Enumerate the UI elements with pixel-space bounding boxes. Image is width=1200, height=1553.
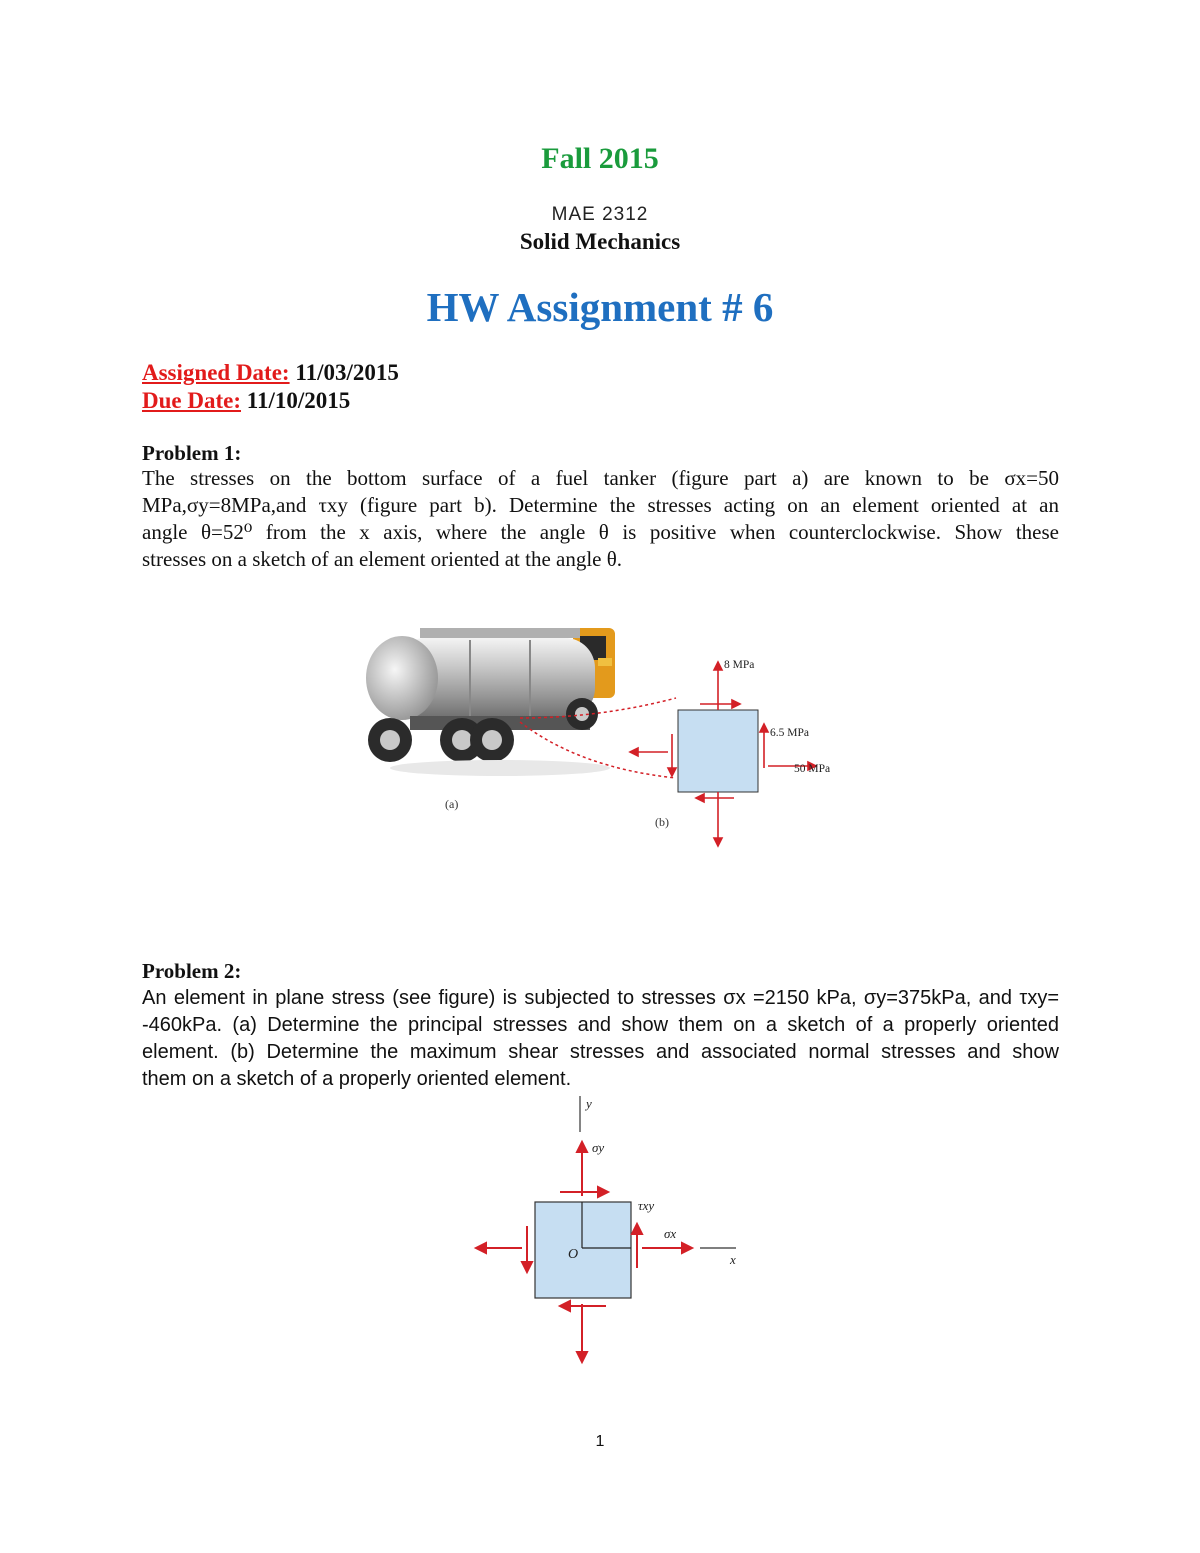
due-date-value: 11/10/2015: [246, 388, 351, 413]
problem-1-line: angle θ=52⁰ from the x axis, where the angle θ is positive when counterclockwise. Show these: [142, 520, 1059, 544]
plane-stress-element: [535, 1202, 631, 1298]
stress-x-label: 50 MPa: [794, 763, 831, 775]
y-axis-label: y: [586, 1096, 592, 1111]
semester-heading: Fall 2015: [541, 142, 659, 175]
x-axis-label: x: [730, 1252, 736, 1267]
problem-2-line: An element in plane stress (see figure) is subjected to stresses σx =2150 kPa, σy=375kPa, and τxy=: [142, 987, 1059, 1009]
assigned-date-row: [142, 360, 399, 386]
problem-2-text: [142, 985, 1059, 1093]
course-name: Solid Mechanics: [519, 229, 681, 254]
figure-plane-stress: [460, 1092, 760, 1372]
assigned-date-value: 11/03/2015: [295, 360, 399, 385]
due-date-row: [142, 388, 350, 414]
stress-element: [678, 710, 758, 792]
problem-1-text: [142, 465, 1059, 573]
course-code: MAE 2312: [551, 204, 649, 225]
figure-label-a: (a): [445, 797, 459, 811]
due-date-label: Due Date:: [142, 388, 241, 413]
figure-label-b: (b): [655, 815, 669, 829]
problem-1-line: MPa,σy=8MPa,and τxy (figure part b). Determine the stresses acting on an element oriented at an: [142, 493, 1059, 517]
problem-2-line: -460kPa. (a) Determine the principal stresses and show them on a sketch of a properly oriented: [142, 1014, 1059, 1036]
page-number: 1: [595, 1433, 605, 1450]
problem-2-line: them on a sketch of a properly oriented element.: [142, 1068, 572, 1090]
stress-shear-label: 6.5 MPa: [770, 727, 809, 739]
assignment-title: HW Assignment # 6: [426, 284, 774, 330]
problem-1-title: Problem 1:: [142, 441, 242, 465]
problem-2-title: Problem 2:: [142, 959, 242, 983]
origin-label: O: [568, 1247, 579, 1262]
problem-1-line: stresses on a sketch of an element oriented at the angle θ.: [142, 547, 623, 571]
problem-1-line: The stresses on the bottom surface of a fuel tanker (figure part a) are known to be σx=50: [142, 466, 1059, 490]
sigma-x-label: σx: [664, 1226, 677, 1241]
stress-y-label: 8 MPa: [724, 659, 755, 671]
problem-2-line: element. (b) Determine the maximum shear stresses and associated normal stresses and show: [142, 1041, 1059, 1063]
tau-xy-label: τxy: [638, 1198, 655, 1213]
tanker-truck-image: [366, 628, 615, 776]
sigma-y-label: σy: [592, 1140, 605, 1155]
figure-tanker: [350, 618, 870, 858]
assigned-date-label: Assigned Date:: [142, 360, 290, 385]
